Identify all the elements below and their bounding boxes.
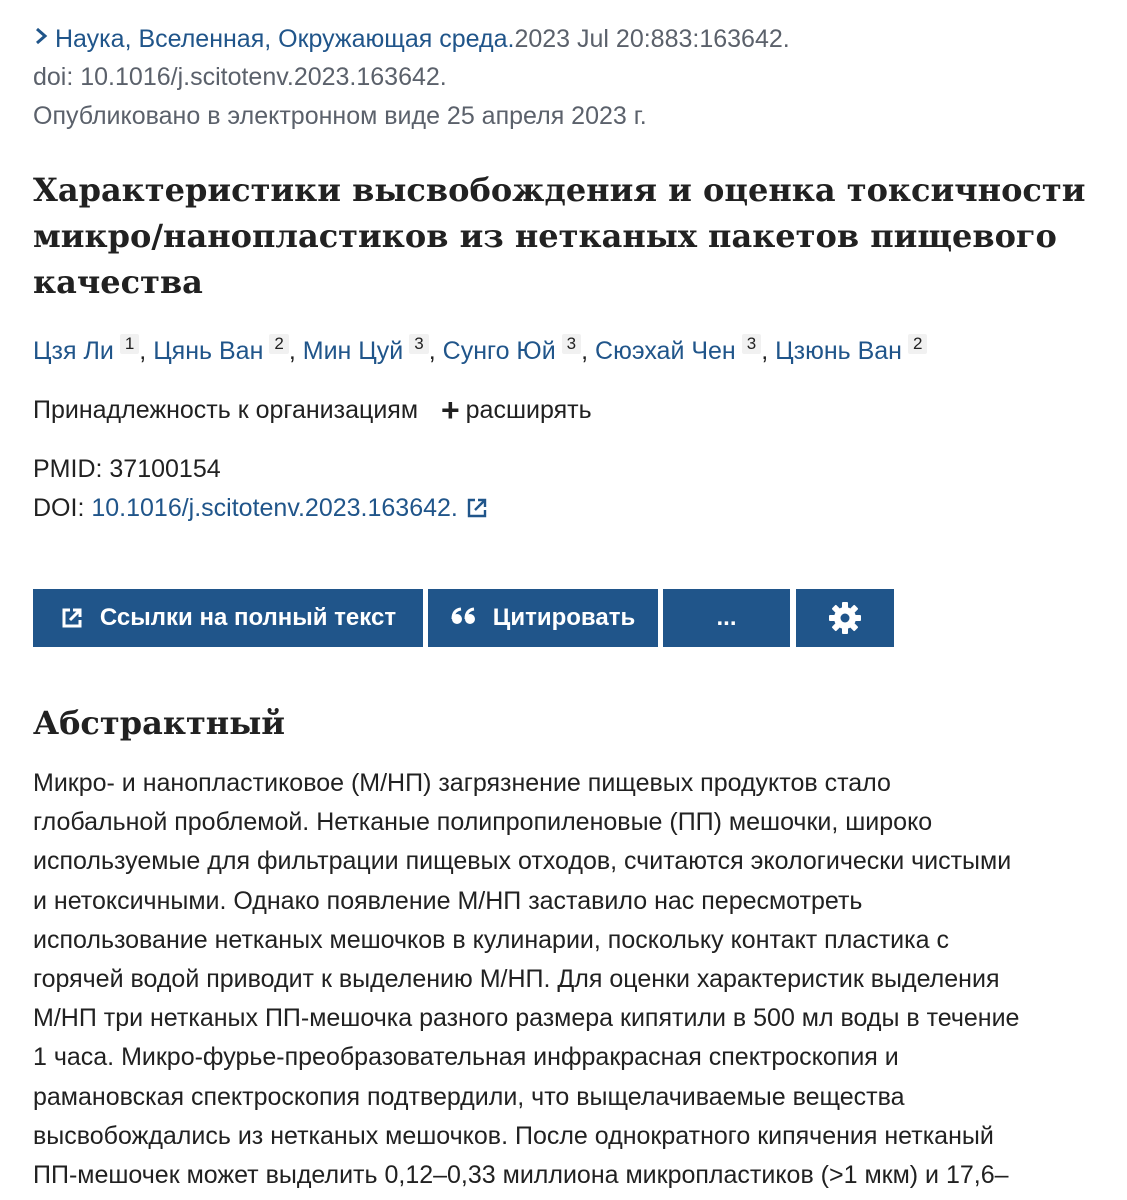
- pmid-value: 37100154: [109, 455, 221, 483]
- doi-label: DOI:: [33, 494, 85, 522]
- more-actions-button[interactable]: [663, 589, 790, 647]
- abstract-line: высвобождались из нетканых мешочков. После однократного кипячения нетканый: [33, 1121, 994, 1150]
- pmid-label: PMID:: [33, 455, 103, 483]
- abstract-line: Микро- и нанопластиковое (М/НП) загрязнение пищевых продуктов стало: [33, 769, 891, 797]
- abstract-line: глобальной проблемой. Нетканые полипропиленовые (ПП) мешочки, широко: [33, 808, 933, 837]
- abstract-line: ПП-мешочек может выделить 0,12–0,33 миллиона микропластиков (>1 мкм) и 17,6–: [33, 1161, 1009, 1190]
- published-date: Опубликовано в электронном виде 25 апреля 2023 г.: [33, 102, 647, 130]
- article-title: Характеристики высвобождения и оценка токсичности микро/нанопластиков из нетканых пакетов пищевого качества: [33, 171, 1086, 301]
- settings-button[interactable]: [796, 589, 894, 647]
- abstract-line: используемые для фильтрации пищевых отходов, считаются экологически чистыми: [33, 847, 1012, 876]
- affiliation-number[interactable]: 3: [742, 334, 761, 354]
- affiliation-number[interactable]: 3: [562, 334, 581, 354]
- abstract-line: горячей водой приводит к выделению М/НП. Для оценки характеристик выделения: [33, 965, 1000, 994]
- gear-icon: [828, 601, 862, 635]
- full-text-links-button[interactable]: [33, 589, 423, 647]
- author-link[interactable]: Сунго Юй: [442, 337, 556, 365]
- affiliation-number[interactable]: 2: [269, 334, 288, 354]
- abstract-line: и нетоксичными. Однако появление М/НП заставило нас пересмотреть: [33, 886, 863, 915]
- expand-label: расширять: [465, 396, 592, 424]
- abstract-line: 1 часа. Микро-фурье-преобразовательная инфракрасная спектроскопия и: [33, 1043, 899, 1072]
- citation-doi: doi: 10.1016/j.scitotenv.2023.163642.: [33, 63, 447, 91]
- author-list: Цзя Ли 1 , Цянь Ван 2 , Мин Цуй 3 , Сунго Юй 3 , Сюэхай Чен 3 , Цзюнь Ван 2: [33, 331, 927, 371]
- journal-link[interactable]: Наука, Вселенная, Окружающая среда.: [55, 25, 515, 53]
- abstract-text: [33, 764, 1113, 1195]
- affiliations-label: Принадлежность к организациям: [33, 396, 419, 424]
- issue-info: 2023 Jul 20:883:163642.: [514, 25, 790, 53]
- affiliations-expand-button[interactable]: [440, 392, 592, 428]
- abstract-line: М/НП три нетканых ПП-мешочка разного размера кипятили в 500 мл воды в течение: [33, 1004, 1020, 1033]
- affiliations-row: [33, 392, 592, 428]
- chevron-right-icon[interactable]: [33, 22, 55, 56]
- author-link[interactable]: Сюэхай Чен: [595, 337, 736, 365]
- author-link[interactable]: Цянь Ван: [153, 337, 264, 365]
- external-link-icon: [60, 606, 84, 630]
- doi-row: [33, 490, 488, 529]
- abstract-line: рамановская спектроскопия подтвердили, что выщелачиваемые вещества: [33, 1082, 905, 1111]
- citation-line: [33, 22, 790, 56]
- plus-icon: +: [440, 392, 460, 428]
- affiliation-number[interactable]: 2: [908, 334, 927, 354]
- author-link[interactable]: Цзя Ли: [33, 337, 114, 365]
- cite-label: Цитировать: [492, 604, 636, 631]
- more-label: ...: [716, 604, 737, 631]
- cite-button[interactable]: [428, 589, 658, 647]
- quote-icon: [451, 607, 477, 629]
- full-text-label: Ссылки на полный текст: [99, 604, 397, 631]
- abstract-line: использование нетканых мешочков в кулинарии, поскольку контакт пластика с: [33, 925, 949, 954]
- abstract-heading: Абстрактный: [33, 704, 285, 742]
- author-link[interactable]: Мин Цуй: [302, 337, 404, 365]
- affiliation-number[interactable]: 3: [409, 334, 428, 354]
- pmid-row: [33, 451, 221, 487]
- author-link[interactable]: Цзюнь Ван: [775, 337, 902, 365]
- affiliation-number[interactable]: 1: [120, 334, 139, 354]
- doi-link[interactable]: [91, 494, 488, 522]
- external-link-icon: [466, 493, 488, 529]
- doi-value: 10.1016/j.scitotenv.2023.163642.: [91, 494, 458, 522]
